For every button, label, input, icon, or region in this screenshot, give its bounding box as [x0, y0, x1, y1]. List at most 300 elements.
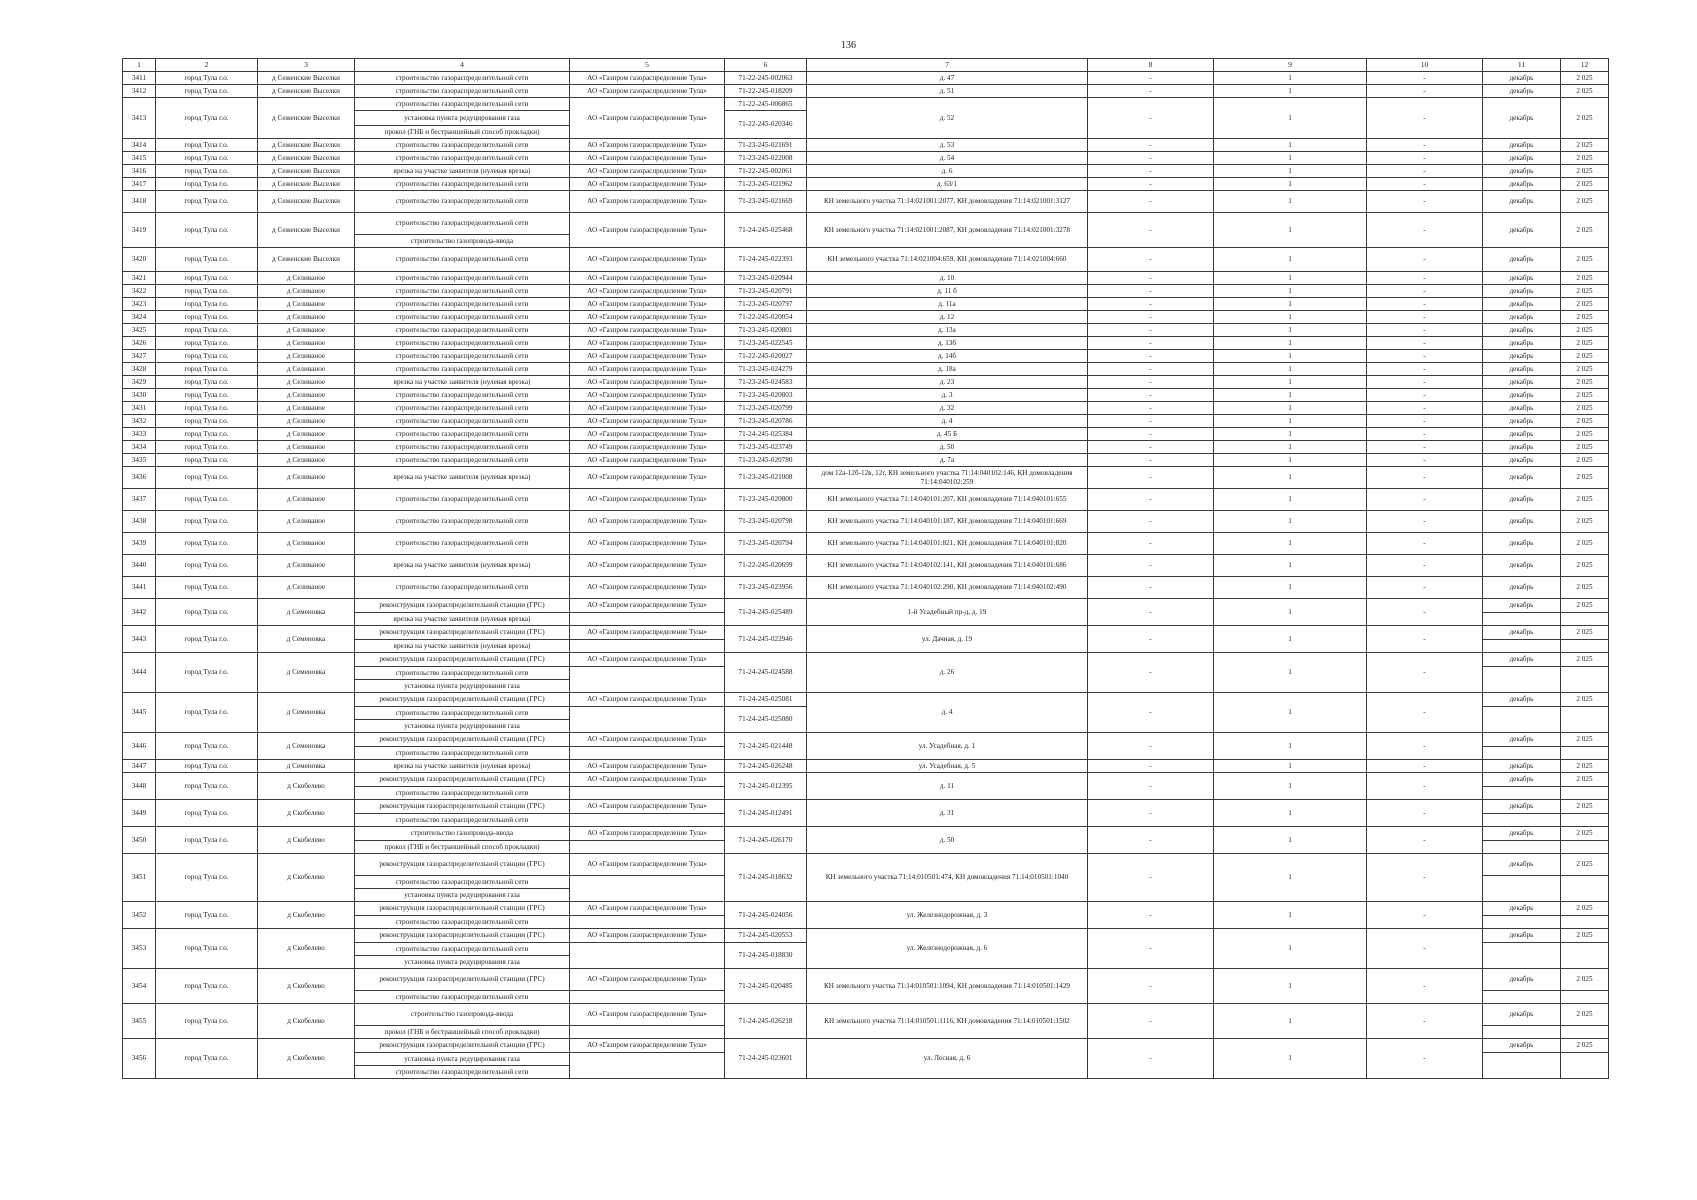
- table-cell: декабрь: [1483, 929, 1561, 943]
- table-cell: д Семеновка: [258, 760, 355, 773]
- table-cell: д Селиваное: [258, 533, 355, 555]
- table-cell: [1561, 747, 1609, 760]
- table-cell: д Селиваное: [258, 467, 355, 489]
- table-cell: -: [1088, 152, 1214, 165]
- table-cell: реконструкция газораспределительной станции (ГРС): [355, 929, 570, 943]
- table-cell: декабрь: [1483, 389, 1561, 402]
- table-cell: -: [1088, 311, 1214, 324]
- table-row: [123, 376, 1609, 389]
- table-cell: АО «Газпром газораспределение Тула»: [570, 1004, 725, 1026]
- table-row: [123, 191, 1609, 213]
- table-cell: АО «Газпром газораспределение Тула»: [570, 363, 725, 376]
- table-cell: -: [1088, 98, 1214, 139]
- table-cell: 2 025: [1561, 213, 1609, 248]
- table-cell: декабрь: [1483, 298, 1561, 311]
- table-cell: 1: [1214, 489, 1367, 511]
- table-cell: 71-22-245-020054: [725, 311, 807, 324]
- table-cell: город Тула г.о.: [156, 415, 258, 428]
- table-cell: врезка на участке заявителя (нулевая врезка): [355, 640, 570, 653]
- table-cell: -: [1088, 428, 1214, 441]
- table-cell: 2 025: [1561, 626, 1609, 640]
- table-cell: 71-22-245-020027: [725, 350, 807, 363]
- table-cell: -: [1088, 489, 1214, 511]
- table-cell: АО «Газпром газораспределение Тула»: [570, 311, 725, 324]
- table-row: [123, 693, 1609, 707]
- table-cell: город Тула г.о.: [156, 402, 258, 415]
- table-cell: [570, 1053, 725, 1079]
- table-cell: 71-24-245-020485: [725, 969, 807, 1004]
- table-cell: АО «Газпром газораспределение Тула»: [570, 441, 725, 454]
- table-cell: 71-23-245-020944: [725, 272, 807, 285]
- table-cell: строительство газораспределительной сети: [355, 747, 570, 760]
- table-cell: -: [1367, 626, 1483, 653]
- column-number-10: 10: [1367, 59, 1483, 72]
- table-cell: город Тула г.о.: [156, 467, 258, 489]
- table-cell: 3416: [123, 165, 156, 178]
- table-cell: [570, 1026, 725, 1039]
- table-row: [123, 467, 1609, 489]
- table-cell: строительство газораспределительной сети: [355, 363, 570, 376]
- table-cell: [1561, 876, 1609, 902]
- table-cell: 71-24-245-025489: [725, 599, 807, 626]
- table-cell: строительство газораспределительной сети: [355, 943, 570, 956]
- table-cell: [570, 943, 725, 969]
- table-cell: реконструкция газораспределительной станции (ГРС): [355, 1039, 570, 1053]
- table-cell: город Тула г.о.: [156, 337, 258, 350]
- table-row: [123, 311, 1609, 324]
- table-cell: 2 025: [1561, 902, 1609, 916]
- table-cell: декабрь: [1483, 653, 1561, 667]
- table-cell: -: [1088, 533, 1214, 555]
- table-cell: [570, 747, 725, 760]
- table-cell: 3446: [123, 733, 156, 760]
- table-cell: 1: [1214, 511, 1367, 533]
- table-cell: город Тула г.о.: [156, 178, 258, 191]
- table-cell: 71-24-245-025081: [725, 693, 807, 707]
- table-cell: -: [1088, 854, 1214, 902]
- table-row: [123, 363, 1609, 376]
- table-cell: 3430: [123, 389, 156, 402]
- table-cell: 3411: [123, 72, 156, 85]
- table-cell: 71-23-245-021691: [725, 139, 807, 152]
- table-cell: строительство газораспределительной сети: [355, 272, 570, 285]
- table-cell: установка пункта редуцирования газа: [355, 1053, 570, 1066]
- table-cell: 3423: [123, 298, 156, 311]
- table-cell: -: [1367, 248, 1483, 272]
- table-cell: строительство газораспределительной сети: [355, 191, 570, 213]
- table-cell: -: [1367, 298, 1483, 311]
- table-cell: город Тула г.о.: [156, 72, 258, 85]
- table-cell: 3418: [123, 191, 156, 213]
- table-cell: 3456: [123, 1039, 156, 1079]
- table-cell: АО «Газпром газораспределение Тула»: [570, 555, 725, 577]
- table-cell: д Скобелево: [258, 902, 355, 929]
- table-cell: строительство газораспределительной сети: [355, 876, 570, 889]
- table-cell: -: [1367, 389, 1483, 402]
- table-cell: -: [1088, 733, 1214, 760]
- table-cell: д Селиваное: [258, 489, 355, 511]
- table-cell: декабрь: [1483, 577, 1561, 599]
- table-cell: декабрь: [1483, 324, 1561, 337]
- table-cell: -: [1088, 72, 1214, 85]
- table-cell: 71-23-245-020791: [725, 285, 807, 298]
- table-cell: -: [1088, 248, 1214, 272]
- table-cell: город Тула г.о.: [156, 489, 258, 511]
- table-cell: КН земельного участка 71:14:040102:290, КН домовладения 71:14:040102:490: [807, 577, 1088, 599]
- table-cell: 3421: [123, 272, 156, 285]
- table-cell: город Тула г.о.: [156, 165, 258, 178]
- table-cell: -: [1367, 178, 1483, 191]
- page-number: 136: [841, 40, 856, 51]
- table-row: [123, 454, 1609, 467]
- table-cell: [1561, 707, 1609, 733]
- table-row: [123, 1039, 1609, 1053]
- table-cell: 3434: [123, 441, 156, 454]
- table-cell: АО «Газпром газораспределение Тула»: [570, 389, 725, 402]
- table-row: [123, 139, 1609, 152]
- table-cell: 71-23-245-024279: [725, 363, 807, 376]
- table-cell: 1: [1214, 577, 1367, 599]
- table-cell: 2 025: [1561, 350, 1609, 363]
- table-row: [123, 760, 1609, 773]
- table-cell: КН земельного участка 71:14:010501:474, КН домовладения 71:14:010501:1040: [807, 854, 1088, 902]
- table-cell: -: [1088, 298, 1214, 311]
- table-cell: ул. Усадебная, д. 1: [807, 733, 1088, 760]
- table-cell: -: [1088, 415, 1214, 428]
- table-cell: -: [1367, 324, 1483, 337]
- table-cell: д. 13а: [807, 324, 1088, 337]
- table-cell: д Семеновка: [258, 653, 355, 693]
- table-cell: 1: [1214, 827, 1367, 854]
- table-cell: [1561, 916, 1609, 929]
- table-cell: д Сеженские Выселки: [258, 248, 355, 272]
- table-cell: 71-22-245-002061: [725, 165, 807, 178]
- table-row: [123, 285, 1609, 298]
- table-cell: [1561, 991, 1609, 1004]
- table-cell: город Тула г.о.: [156, 733, 258, 760]
- table-cell: д. 6: [807, 165, 1088, 178]
- table-cell: строительство газопровода-ввода: [355, 235, 570, 248]
- table-cell: город Тула г.о.: [156, 272, 258, 285]
- table-row: [123, 298, 1609, 311]
- table-cell: 1: [1214, 555, 1367, 577]
- table-row: [123, 152, 1609, 165]
- table-cell: [1483, 814, 1561, 827]
- table-cell: 3450: [123, 827, 156, 854]
- table-cell: [570, 707, 725, 733]
- table-cell: АО «Газпром газораспределение Тула»: [570, 402, 725, 415]
- table-cell: установка пункта редуцирования газа: [355, 720, 570, 733]
- table-cell: реконструкция газораспределительной станции (ГРС): [355, 969, 570, 991]
- table-cell: 3442: [123, 599, 156, 626]
- table-cell: -: [1088, 902, 1214, 929]
- table-cell: д Селиваное: [258, 415, 355, 428]
- table-cell: 71-24-245-012491: [725, 800, 807, 827]
- table-cell: 3428: [123, 363, 156, 376]
- table-cell: декабрь: [1483, 139, 1561, 152]
- table-cell: -: [1367, 454, 1483, 467]
- table-cell: 2 025: [1561, 555, 1609, 577]
- table-cell: д Сеженские Выселки: [258, 139, 355, 152]
- table-cell: КН земельного участка 71:14:021001:2087, КН домовладения 71:14:021001:3278: [807, 213, 1088, 248]
- table-cell: д Семеновка: [258, 733, 355, 760]
- table-cell: -: [1367, 760, 1483, 773]
- table-cell: 3420: [123, 248, 156, 272]
- table-cell: [1483, 943, 1561, 969]
- table-cell: -: [1367, 653, 1483, 693]
- table-row: [123, 533, 1609, 555]
- table-cell: 1: [1214, 428, 1367, 441]
- table-cell: КН земельного участка 71:14:040102:141, КН домовладения 71:14:040101:686: [807, 555, 1088, 577]
- table-cell: 1-й Усадебный пр-д, д. 19: [807, 599, 1088, 626]
- table-cell: реконструкция газораспределительной станции (ГРС): [355, 800, 570, 814]
- table-cell: 71-24-245-020553: [725, 929, 807, 943]
- table-cell: 2 025: [1561, 969, 1609, 991]
- table-cell: -: [1367, 350, 1483, 363]
- table-cell: 2 025: [1561, 454, 1609, 467]
- table-cell: строительство газораспределительной сети: [355, 85, 570, 98]
- table-cell: -: [1367, 441, 1483, 454]
- table-cell: 2 025: [1561, 272, 1609, 285]
- table-cell: 71-24-245-012395: [725, 773, 807, 800]
- table-cell: установка пункта редуцирования газа: [355, 111, 570, 126]
- table-cell: строительство газораспределительной сети: [355, 389, 570, 402]
- table-row: [123, 165, 1609, 178]
- table-cell: -: [1088, 626, 1214, 653]
- table-cell: -: [1088, 139, 1214, 152]
- table-cell: д. 51: [807, 85, 1088, 98]
- table-cell: -: [1088, 773, 1214, 800]
- table-cell: 2 025: [1561, 577, 1609, 599]
- table-cell: строительство газораспределительной сети: [355, 324, 570, 337]
- table-row: [123, 827, 1609, 841]
- table-cell: строительство газораспределительной сети: [355, 454, 570, 467]
- table-cell: АО «Газпром газораспределение Тула»: [570, 969, 725, 991]
- table-cell: АО «Газпром газораспределение Тула»: [570, 324, 725, 337]
- table-cell: АО «Газпром газораспределение Тула»: [570, 298, 725, 311]
- table-row: [123, 272, 1609, 285]
- table-cell: -: [1088, 599, 1214, 626]
- table-cell: город Тула г.о.: [156, 389, 258, 402]
- table-cell: строительство газопровода-ввода: [355, 1004, 570, 1026]
- table-cell: [1483, 841, 1561, 854]
- table-cell: строительство газораспределительной сети: [355, 152, 570, 165]
- column-number-2: 2: [156, 59, 258, 72]
- table-cell: д. 18а: [807, 363, 1088, 376]
- table-cell: декабрь: [1483, 98, 1561, 139]
- table-cell: д Сеженские Выселки: [258, 178, 355, 191]
- table-cell: 3413: [123, 98, 156, 139]
- table-cell: 1: [1214, 415, 1367, 428]
- table-cell: д. 31: [807, 800, 1088, 827]
- table-cell: АО «Газпром газораспределение Тула»: [570, 827, 725, 841]
- table-cell: 3424: [123, 311, 156, 324]
- table-cell: декабрь: [1483, 248, 1561, 272]
- table-cell: город Тула г.о.: [156, 85, 258, 98]
- table-cell: д. 53: [807, 139, 1088, 152]
- table-cell: 1: [1214, 213, 1367, 248]
- table-cell: декабрь: [1483, 827, 1561, 841]
- table-cell: город Тула г.о.: [156, 969, 258, 1004]
- table-cell: установка пункта редуцирования газа: [355, 956, 570, 969]
- table-cell: 1: [1214, 324, 1367, 337]
- table-cell: [1483, 787, 1561, 800]
- table-cell: 71-24-245-018632: [725, 854, 807, 902]
- table-cell: 3451: [123, 854, 156, 902]
- table-cell: 3422: [123, 285, 156, 298]
- table-cell: 3448: [123, 773, 156, 800]
- table-cell: декабрь: [1483, 555, 1561, 577]
- table-cell: 71-23-245-021008: [725, 467, 807, 489]
- table-row: [123, 1004, 1609, 1026]
- table-cell: установка пункта редуцирования газа: [355, 889, 570, 902]
- table-cell: [1483, 613, 1561, 626]
- table-cell: ул. Усадебная, д. 5: [807, 760, 1088, 773]
- table-cell: [1483, 916, 1561, 929]
- table-cell: АО «Газпром газораспределение Тула»: [570, 902, 725, 916]
- table-cell: установка пункта редуцирования газа: [355, 680, 570, 693]
- table-cell: 71-24-245-024056: [725, 902, 807, 929]
- table-cell: -: [1367, 72, 1483, 85]
- table-cell: -: [1088, 285, 1214, 298]
- table-cell: -: [1367, 929, 1483, 969]
- table-cell: д Селиваное: [258, 577, 355, 599]
- table-cell: 71-24-245-021448: [725, 733, 807, 760]
- table-cell: 71-23-245-020798: [725, 511, 807, 533]
- table-cell: строительство газораспределительной сети: [355, 285, 570, 298]
- table-cell: 2 025: [1561, 693, 1609, 707]
- table-cell: 71-22-245-002063: [725, 72, 807, 85]
- table-cell: город Тула г.о.: [156, 191, 258, 213]
- table-cell: декабрь: [1483, 969, 1561, 991]
- table-cell: 71-24-245-022393: [725, 248, 807, 272]
- table-cell: КН земельного участка 71:14:040101:207, КН домовладения 71:14:040101:655: [807, 489, 1088, 511]
- table-cell: 3414: [123, 139, 156, 152]
- table-cell: строительство газораспределительной сети: [355, 98, 570, 111]
- table-cell: декабрь: [1483, 902, 1561, 916]
- table-cell: -: [1088, 213, 1214, 248]
- table-cell: АО «Газпром газораспределение Тула»: [570, 800, 725, 814]
- table-cell: город Тула г.о.: [156, 693, 258, 733]
- table-cell: декабрь: [1483, 533, 1561, 555]
- table-cell: декабрь: [1483, 337, 1561, 350]
- table-cell: декабрь: [1483, 693, 1561, 707]
- gasification-table: [122, 58, 1609, 1079]
- table-cell: 3415: [123, 152, 156, 165]
- table-cell: д Селиваное: [258, 272, 355, 285]
- table-cell: 1: [1214, 350, 1367, 363]
- table-cell: 2 025: [1561, 599, 1609, 613]
- table-cell: 1: [1214, 693, 1367, 733]
- table-cell: 2 025: [1561, 389, 1609, 402]
- table-cell: АО «Газпром газораспределение Тула»: [570, 577, 725, 599]
- table-cell: город Тула г.о.: [156, 324, 258, 337]
- table-cell: д Сеженские Выселки: [258, 152, 355, 165]
- table-cell: д Селиваное: [258, 363, 355, 376]
- table-cell: [570, 841, 725, 854]
- column-number-8: 8: [1088, 59, 1214, 72]
- table-cell: АО «Газпром газораспределение Тула»: [570, 191, 725, 213]
- table-cell: реконструкция газораспределительной станции (ГРС): [355, 854, 570, 876]
- column-number-3: 3: [258, 59, 355, 72]
- table-cell: город Тула г.о.: [156, 363, 258, 376]
- table-cell: 1: [1214, 800, 1367, 827]
- table-cell: 1: [1214, 152, 1367, 165]
- table-cell: д. 23: [807, 376, 1088, 389]
- table-cell: 2 025: [1561, 800, 1609, 814]
- table-cell: АО «Газпром газораспределение Тула»: [570, 98, 725, 139]
- table-cell: 2 025: [1561, 285, 1609, 298]
- table-cell: АО «Газпром газораспределение Тула»: [570, 85, 725, 98]
- table-cell: -: [1088, 693, 1214, 733]
- table-cell: строительство газораспределительной сети: [355, 415, 570, 428]
- table-cell: декабрь: [1483, 191, 1561, 213]
- table-cell: 2 025: [1561, 929, 1609, 943]
- table-header-row: [123, 59, 1609, 72]
- table-cell: д Скобелево: [258, 827, 355, 854]
- table-cell: город Тула г.о.: [156, 760, 258, 773]
- table-row: [123, 428, 1609, 441]
- table-cell: город Тула г.о.: [156, 653, 258, 693]
- table-cell: 1: [1214, 653, 1367, 693]
- table-cell: 1: [1214, 454, 1367, 467]
- table-row: [123, 72, 1609, 85]
- table-cell: 1: [1214, 72, 1367, 85]
- table-cell: 2 025: [1561, 1004, 1609, 1026]
- table-cell: -: [1367, 85, 1483, 98]
- table-cell: 3425: [123, 324, 156, 337]
- table-cell: д Селиваное: [258, 389, 355, 402]
- table-cell: строительство газораспределительной сети: [355, 350, 570, 363]
- column-number-7: 7: [807, 59, 1088, 72]
- table-cell: д Селиваное: [258, 298, 355, 311]
- table-cell: 71-24-245-026218: [725, 1004, 807, 1039]
- table-cell: -: [1367, 533, 1483, 555]
- table-cell: 1: [1214, 1039, 1367, 1079]
- table-cell: [570, 640, 725, 653]
- table-cell: декабрь: [1483, 1004, 1561, 1026]
- table-cell: д. 14б: [807, 350, 1088, 363]
- table-cell: 71-22-245-020346: [725, 111, 807, 139]
- table-cell: декабрь: [1483, 311, 1561, 324]
- table-cell: строительство газопровода-ввода: [355, 827, 570, 841]
- table-cell: -: [1367, 152, 1483, 165]
- table-cell: АО «Газпром газораспределение Тула»: [570, 929, 725, 943]
- table-cell: прокол (ГНБ и бестраншейный способ прокладки): [355, 1026, 570, 1039]
- table-cell: [570, 613, 725, 626]
- table-cell: [1561, 1026, 1609, 1039]
- table-cell: -: [1088, 827, 1214, 854]
- table-cell: -: [1367, 827, 1483, 854]
- table-cell: 1: [1214, 311, 1367, 324]
- table-cell: -: [1088, 324, 1214, 337]
- table-cell: -: [1088, 272, 1214, 285]
- table-cell: -: [1088, 577, 1214, 599]
- table-cell: д Селиваное: [258, 511, 355, 533]
- table-cell: 1: [1214, 902, 1367, 929]
- table-cell: 3454: [123, 969, 156, 1004]
- table-cell: 71-24-245-025384: [725, 428, 807, 441]
- table-cell: реконструкция газораспределительной станции (ГРС): [355, 653, 570, 667]
- table-cell: -: [1367, 800, 1483, 827]
- table-cell: город Тула г.о.: [156, 248, 258, 272]
- table-cell: город Тула г.о.: [156, 98, 258, 139]
- table-row: [123, 402, 1609, 415]
- table-cell: 71-23-245-020799: [725, 402, 807, 415]
- table-cell: АО «Газпром газораспределение Тула»: [570, 285, 725, 298]
- table-cell: город Тула г.о.: [156, 285, 258, 298]
- table-cell: [570, 787, 725, 800]
